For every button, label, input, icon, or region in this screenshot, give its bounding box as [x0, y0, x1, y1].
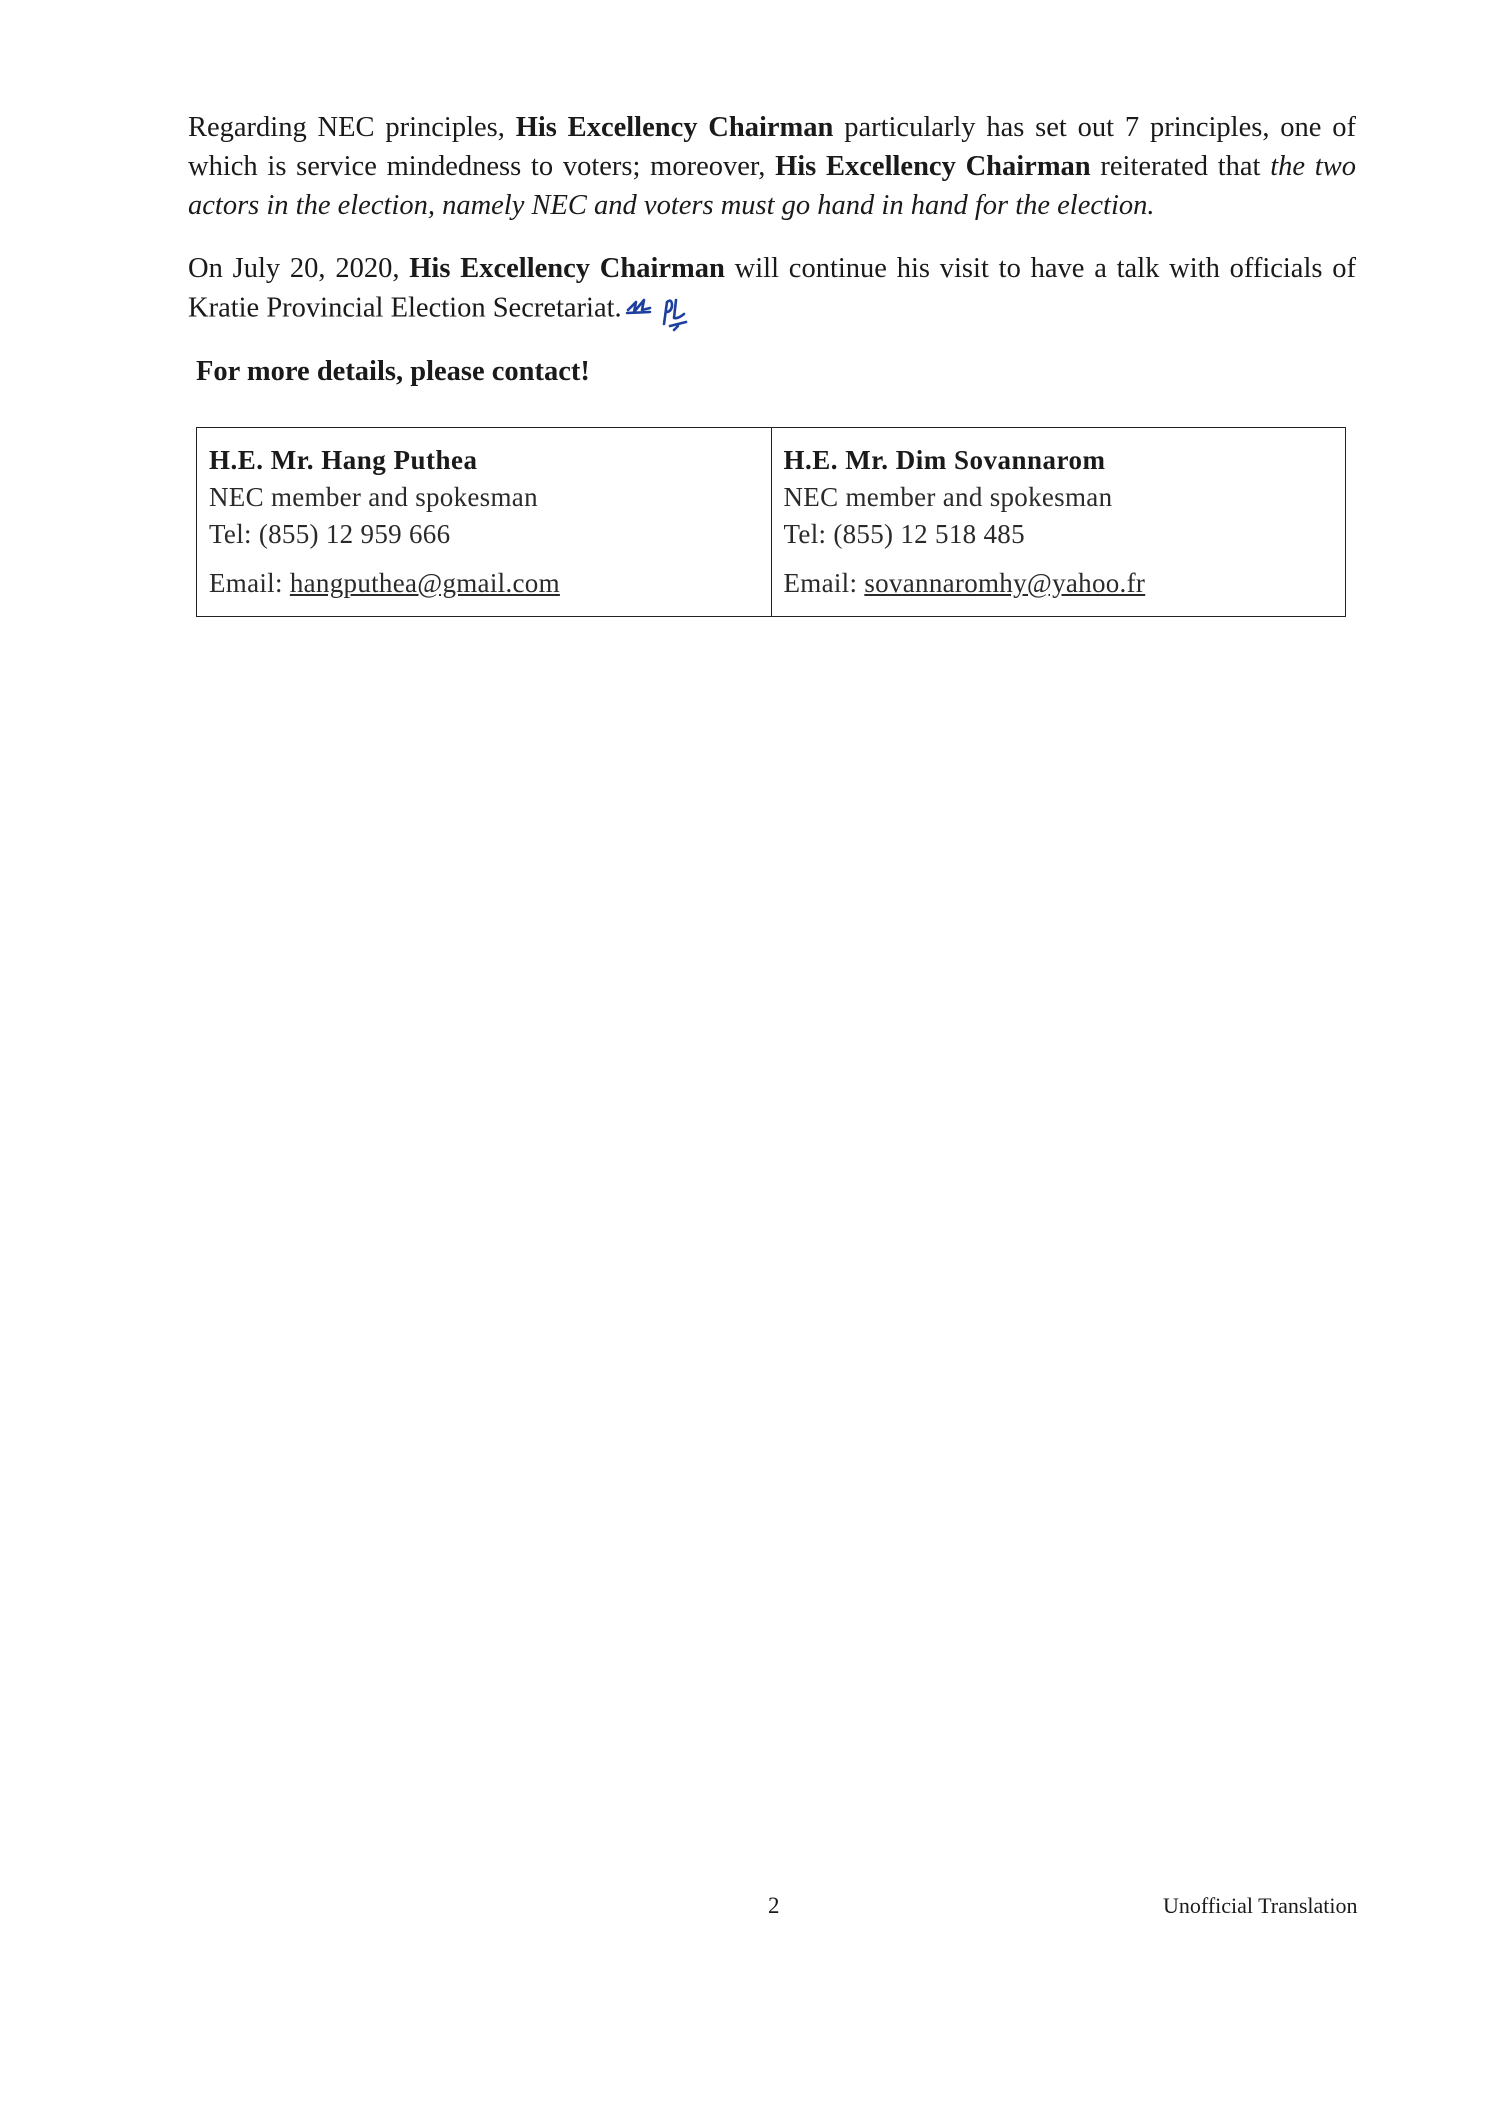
bold-text: His Excellency Chairman	[515, 112, 834, 143]
page-number: 2	[768, 1893, 780, 1918]
contact-phone: Tel: (855) 12 518 485	[783, 519, 1025, 549]
paragraph-principles	[188, 108, 1356, 225]
contact-phone: Tel: (855) 12 959 666	[209, 519, 451, 549]
text-span: On July 20, 2020,	[188, 253, 410, 284]
initials-signature-icon	[624, 288, 700, 332]
email-link[interactable]: sovannaromhy@yahoo.fr	[864, 568, 1146, 598]
email-label: Email:	[783, 568, 865, 598]
paragraph-visit	[188, 249, 1356, 332]
italic-quote: the two actors in the election, namely NEC and voters must go hand in hand for the election.	[188, 151, 1356, 221]
text-span: Regarding NEC principles,	[188, 112, 516, 143]
unofficial-translation-note: Unofficial Translation	[1163, 1893, 1358, 1918]
bold-text: His Excellency Chairman	[409, 253, 725, 284]
text-span: reiterated that	[1090, 151, 1271, 182]
contact-card-hang-puthea	[197, 428, 771, 616]
contact-email-line	[784, 565, 1334, 602]
contact-role: NEC member and spokesman	[209, 482, 538, 512]
bold-text: His Excellency Chairman	[775, 151, 1091, 182]
contact-role: NEC member and spokesman	[783, 482, 1113, 512]
contact-name: H.E. Mr. Dim Sovannarom	[783, 445, 1106, 475]
contact-card-dim-sovannarom	[771, 428, 1346, 616]
text-span: will continue his visit to have a talk with officials of Kratie Provincial Election Secretariat.	[188, 253, 1356, 324]
email-label: Email:	[209, 568, 290, 598]
email-link[interactable]: hangputhea@gmail.com	[289, 568, 560, 598]
contact-heading: For more details, please contact!	[196, 356, 590, 387]
contact-name: H.E. Mr. Hang Puthea	[209, 445, 478, 475]
contact-table	[196, 427, 1346, 617]
text-span: particularly has set out 7 principles, one of which is service mindedness to voters; moreover,	[188, 112, 1356, 182]
contact-email-line	[209, 565, 759, 602]
